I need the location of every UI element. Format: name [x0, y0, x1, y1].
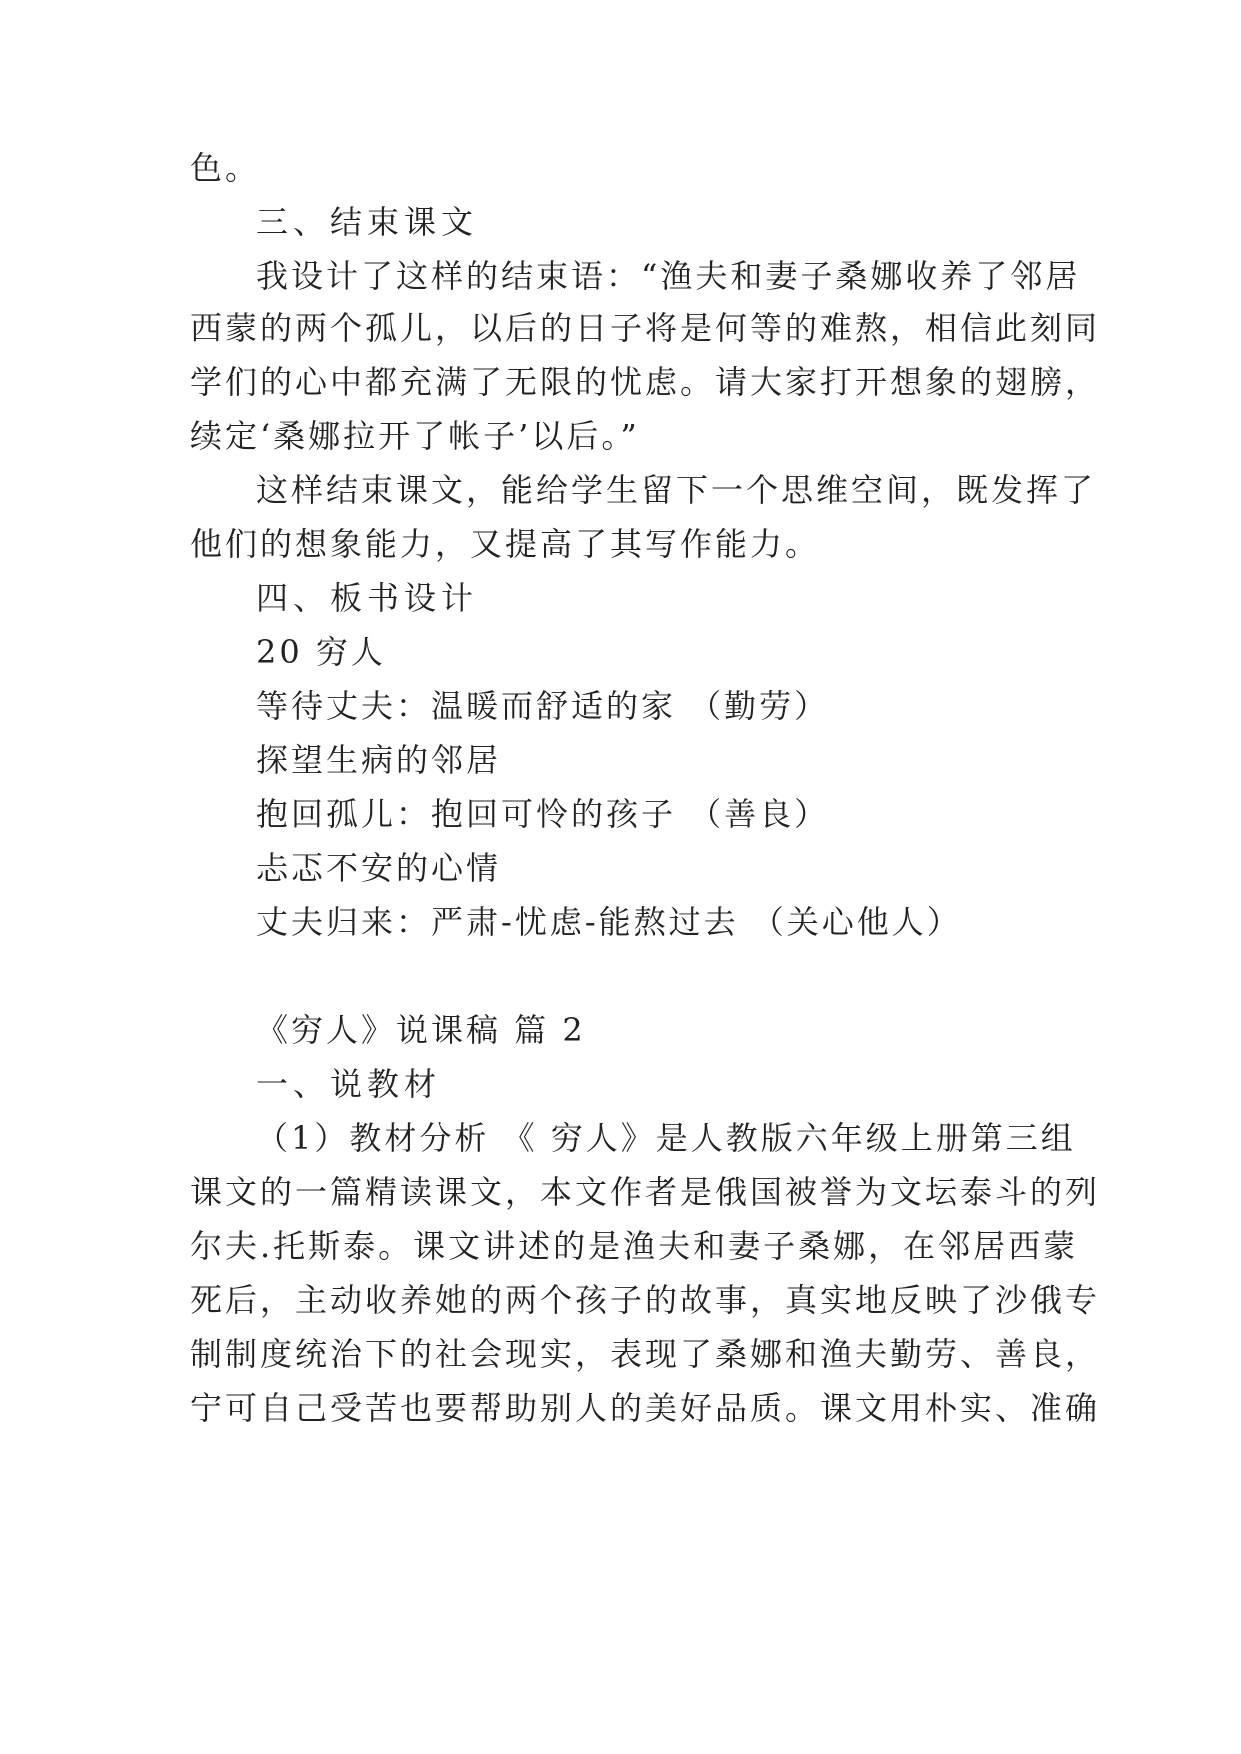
- document-subtitle: 《穷人》说课稿 篇 2: [256, 1011, 586, 1049]
- section-heading: 三、结束课文: [256, 203, 479, 241]
- text-line: 制制度统治下的社会现实，表现了桑娜和渔夫勤劳、善良，: [190, 1335, 1101, 1373]
- text-line: 他们的想象能力，又提高了其写作能力。: [190, 525, 821, 563]
- text-line: 西蒙的两个孤儿，以后的日子将是何等的难熬，相信此刻同: [190, 309, 1101, 347]
- text-line: 这样结束课文，能给学生留下一个思维空间，既发挥了: [256, 471, 1097, 509]
- board-line: 探望生病的邻居: [256, 741, 502, 779]
- board-line: 抱回孤儿：抱回可怜的孩子 （善良）: [256, 795, 830, 833]
- text-line: 色。: [190, 149, 261, 187]
- text-line: 宁可自己受苦也要帮助别人的美好品质。课文用朴实、准确: [190, 1389, 1101, 1427]
- section-heading: 一、说教材: [256, 1065, 442, 1103]
- text-line: 死后，主动收养她的两个孩子的故事，真实地反映了沙俄专: [190, 1281, 1101, 1319]
- text-line: 学们的心中都充满了无限的忧虑。请大家打开想象的翅膀，: [190, 363, 1101, 401]
- board-line: 等待丈夫：温暖而舒适的家 （勤劳）: [256, 687, 830, 725]
- board-title: 20 穷人: [256, 633, 386, 671]
- board-line: 忐忑不安的心情: [256, 849, 502, 887]
- text-line: （1）教材分析 《 穷人》是人教版六年级上册第三组: [256, 1119, 1076, 1157]
- text-line: 续定‘桑娜拉开了帐子’以后。”: [190, 417, 640, 455]
- text-line: 我设计了这样的结束语：“渔夫和妻子桑娜收养了邻居: [256, 257, 1081, 295]
- section-heading: 四、板书设计: [256, 579, 479, 617]
- text-line: 尔夫.托斯泰。课文讲述的是渔夫和妻子桑娜，在邻居西蒙: [190, 1227, 1079, 1265]
- text-line: 课文的一篇精读课文，本文作者是俄国被誉为文坛泰斗的列: [190, 1173, 1101, 1211]
- board-line: 丈夫归来：严肃-忧虑-能熬过去 （关心他人）: [256, 903, 962, 941]
